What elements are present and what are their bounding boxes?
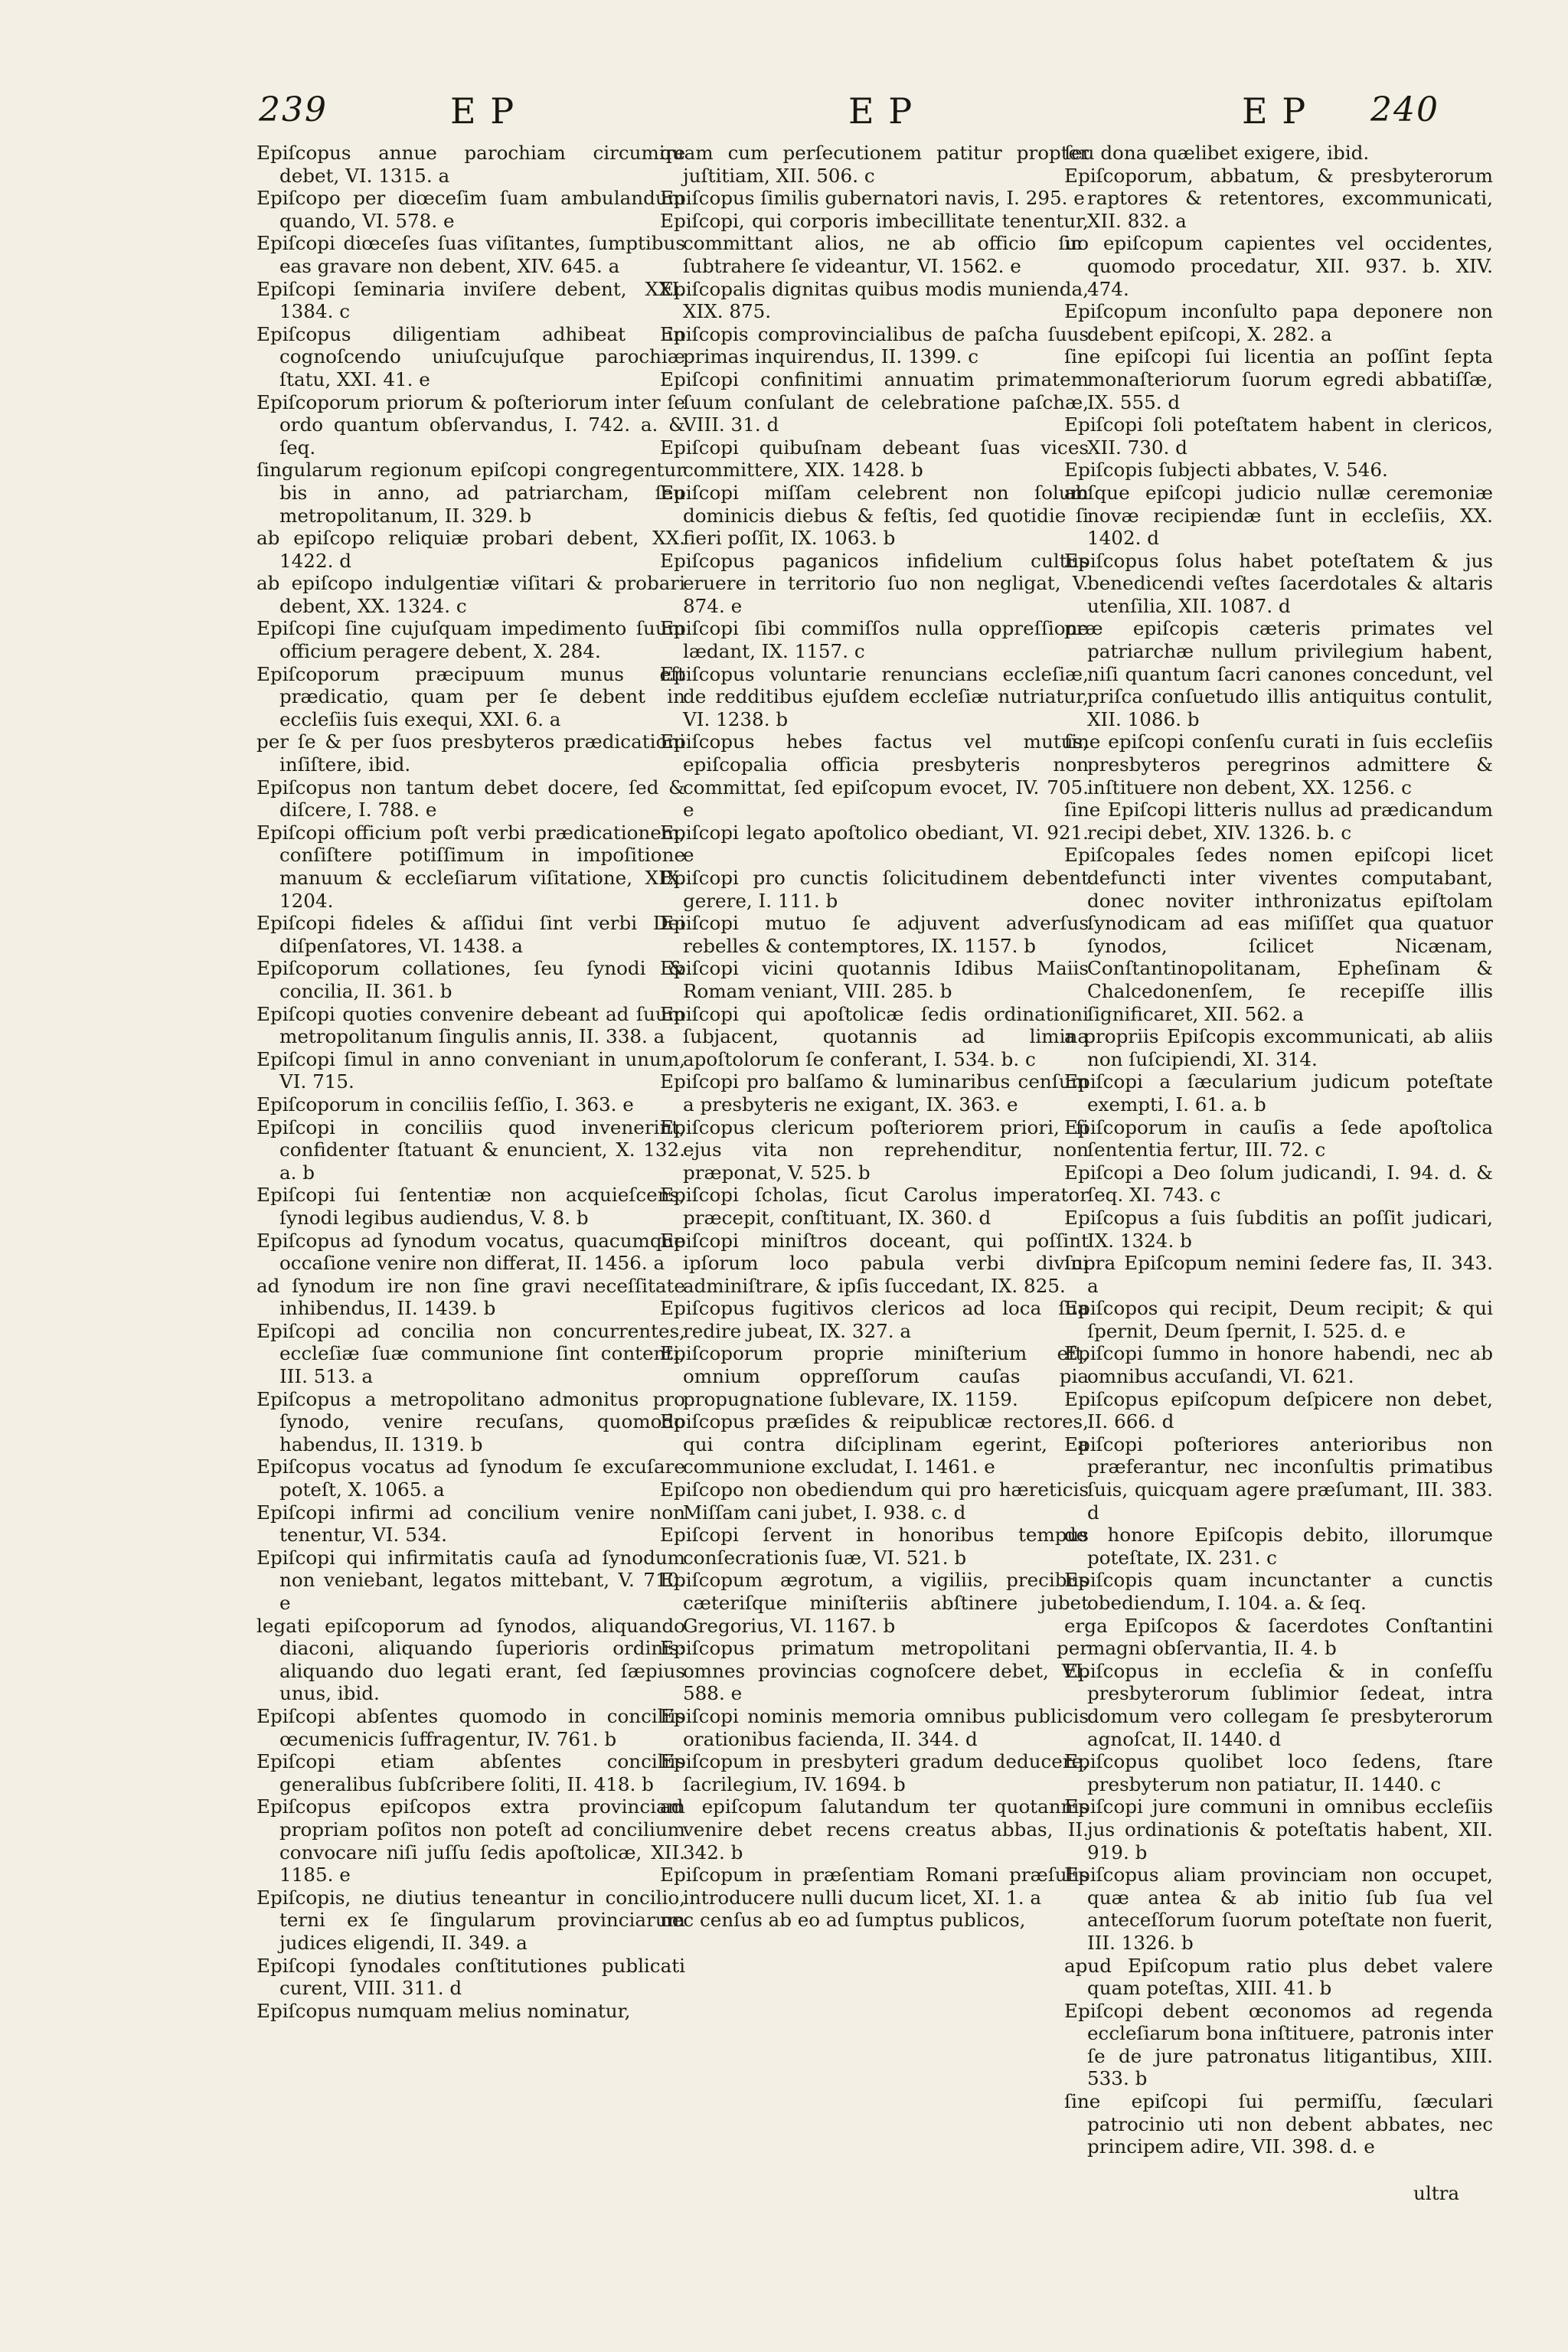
index-entry: Epiſcoporum priorum & poſteriorum inter ſe ordo quantum obſervandus, I. 742. a. & ſeq. <box>256 390 685 459</box>
index-entry: Epiſcopus præſides & reipublicæ rectores, qui contra diſciplinam egerint, a communione excludat, I. 1461. e <box>660 1410 1089 1478</box>
index-entry: Epiſcoporum præcipuum munus eſt prædicatio, quam per ſe debent in eccleſiis ſuis exequi, XXI. 6. a <box>256 662 685 730</box>
right-heading: E P <box>1242 90 1308 132</box>
index-entry: Epiſcopi ſimul in anno conveniant in unum, VI. 715. <box>256 1047 685 1093</box>
index-entry: Epiſcopi miſſam celebrent non ſolum dominicis diebus & feſtis, ſed quotidie ſi fieri poſſit, IX. 1063. b <box>660 481 1089 550</box>
index-entry: Epiſcopi ſibi commiſſos nulla oppreſſione lædant, IX. 1157. c <box>660 617 1089 663</box>
left-heading: E P <box>450 90 516 132</box>
index-entry: ſine epiſcopi ſui permiſſu, ſæculari patrocinio uti non debent abbates, nec principem adire, VII. 398. d. e <box>1064 2090 1493 2158</box>
index-entry: ſine epiſcopi ſui licentia an poſſint ſepta monaſteriorum ſuorum egredi abbatiſſæ, IX. 555. d <box>1064 345 1493 413</box>
index-entry: Epiſcopus primatum metropolitani per omnes provincias cognoſcere debet, VI. 588. e <box>660 1637 1089 1705</box>
index-entry: Epiſcopi fideles & aſſidui ſint verbi Dei diſpenſatores, VI. 1438. a <box>256 912 685 957</box>
index-entry: præ epiſcopis cæteris primates vel patriarchæ nullum privilegium habent, niſi quantum ſacri canones concedunt, vel priſca conſuetudo illis antiquitus contulit, XII. 1086. b <box>1064 617 1493 730</box>
index-entry: legati epiſcoporum ad ſynodos, aliquando diaconi, aliquando ſuperioris ordinis: aliquando duo legati erant, ſed ſæpius unus, ibid. <box>256 1614 685 1705</box>
index-entry: Epiſcopus fugitivos clericos ad loca ſua redire jubeat, IX. 327. a <box>660 1297 1089 1342</box>
index-entry: Epiſcopi miniſtros doceant, qui poſſint ipſorum loco pabula verbi divini adminiſtrare, & ipſis ſuccedant, IX. 825. <box>660 1229 1089 1297</box>
index-entry: Epiſcopi in conciliis quod invenerint, confidenter ſtatuant & enuncient, X. 132. a. b <box>256 1116 685 1184</box>
index-entry: Epiſcopus non tantum debet docere, ſed & diſcere, I. 788. e <box>256 776 685 822</box>
index-entry: Epiſcopus annue parochiam circumire debet, VI. 1315. a <box>256 142 685 187</box>
index-entry: Epiſcopi, qui corporis imbecillitate tenentur, committant alios, ne ab officio ſuo ſubtrahere ſe videantur, VI. 1562. e <box>660 209 1089 277</box>
index-column-left <box>256 142 685 2022</box>
index-entry: Epiſcoporum in conciliis ſeſſio, I. 363. e <box>256 1093 634 1116</box>
index-entry: Epiſcopi etiam abſentes conciliis generalibus ſubſcribere ſoliti, II. 418. b <box>256 1750 685 1795</box>
index-entry: Epiſcopi pro balſamo & luminaribus cenſum a presbyteris ne exigant, IX. 363. e <box>660 1070 1089 1116</box>
index-entry: ad epiſcopum ſalutandum ter quotannis venire debet recens creatus abbas, II. 342. b <box>660 1795 1089 1864</box>
index-entry: de honore Epiſcopis debito, illorumque poteſtate, IX. 231. c <box>1064 1524 1493 1569</box>
running-header <box>0 90 1568 136</box>
index-entry: Epiſcoporum proprie miniſterium eſt, omnium oppreſſorum cauſas pia propugnatione ſublevare, IX. 1159. <box>660 1342 1089 1410</box>
index-entry: Epiſcopus a ſuis ſubditis an poſſit judicari, IX. 1324. b <box>1064 1206 1493 1252</box>
index-entry: Epiſcopus numquam melius nominatur, <box>256 1999 631 2022</box>
index-entry: apud Epiſcopum ratio plus debet valere quam poteſtas, XIII. 41. b <box>1064 1954 1493 2000</box>
index-entry: Epiſcopis, ne diutius teneantur in concilio, terni ex ſe ſingularum provinciarum judices eligendi, II. 349. a <box>256 1886 685 1954</box>
index-entry: Epiſcopus voluntarie renuncians eccleſiæ, de redditibus ejuſdem eccleſiæ nutriatur, VI. 1238. b <box>660 662 1089 730</box>
index-entry: Epiſcopus in eccleſia & in conſeſſu presbyterorum ſublimior ſedeat, intra domum vero collegam ſe presbyterorum agnoſcat, II. 1440. d <box>1064 1659 1493 1750</box>
index-entry: Epiſcopi jure communi in omnibus eccleſiis jus ordinationis & poteſtatis habent, XII. 919. b <box>1064 1795 1493 1864</box>
index-entry: Epiſcopus ſimilis gubernatori navis, I. 295. e <box>660 187 1085 210</box>
index-entry: Epiſcoporum in cauſis a ſede apoſtolica ſententia fertur, III. 72. c <box>1064 1116 1493 1161</box>
index-entry: Epiſcopis ſubjecti abbates, V. 546. <box>1064 459 1388 482</box>
index-entry: Epiſcopi poſteriores anterioribus non præferantur, nec inconſultis primatibus ſuis, quicquam agere præſumant, III. 383. d <box>1064 1432 1493 1524</box>
index-entry: Epiſcopi debent œconomos ad regenda eccleſiarum bona inſtituere, patronis inter ſe de jure patronatus litigantibus, XIII. 533. b <box>1064 1999 1493 2090</box>
index-entry: Epiſcopi legato apoſtolico obediant, VI. 921. e <box>660 821 1089 867</box>
index-entry: Epiſcopis comprovincialibus de paſcha ſuus primas inquirendus, II. 1399. c <box>660 322 1089 368</box>
index-entry: Epiſcopus hebes factus vel mutus, epiſcopalia officia presbyteris non committat, ſed epiſcopum evocet, IV. 705. e <box>660 730 1089 822</box>
index-entry: Epiſcopum ægrotum, a vigiliis, precibus cæteriſque miniſteriis abſtinere jubet Gregorius, VI. 1167. b <box>660 1569 1089 1637</box>
index-entry: Epiſcoporum collationes, ſeu ſynodi & concilia, II. 361. b <box>256 957 685 1002</box>
index-entry: Epiſcopi diœceſes ſuas viſitantes, ſumptibus eas gravare non debent, XIV. 645. a <box>256 232 685 277</box>
index-entry: Epiſcopus quolibet loco ſedens, ſtare presbyterum non patiatur, II. 1440. c <box>1064 1750 1493 1795</box>
index-entry: Epiſcopi abſentes quomodo in conciliis œcumenicis ſuffragentur, IV. 761. b <box>256 1704 685 1750</box>
index-entry: Epiſcopus clericum poſteriorem priori, ſi ejus vita non reprehenditur, non præponat, V. 525. b <box>660 1116 1089 1184</box>
index-entry: Epiſcopus ſolus habet poteſtatem & jus benedicendi veſtes ſacerdotales & altaris utenſilia, XII. 1087. d <box>1064 549 1493 617</box>
center-heading: E P <box>848 90 914 132</box>
index-entry: ſupra Epiſcopum nemini ſedere fas, II. 343. a <box>1064 1252 1493 1297</box>
index-entry: Epiſcopum inconſulto papa deponere non debent epiſcopi, X. 282. a <box>1064 300 1493 345</box>
index-entry: Epiſcopus epiſcopos extra provinciam propriam poſitos non poteſt ad concilium convocare niſi juſſu ſedis apoſtolicæ, XII. 1185. e <box>256 1795 685 1886</box>
index-entry: Epiſcopo non obediendum qui pro hæreticis Miſſam cani jubet, I. 938. c. d <box>660 1478 1089 1524</box>
index-entry: quam cum perſecutionem patitur propter juſtitiam, XII. 506. c <box>660 142 1089 187</box>
index-entry: erga Epiſcopos & ſacerdotes Conſtantini magni obſervantia, II. 4. b <box>1064 1614 1493 1660</box>
index-entry: Epiſcopi mutuo ſe adjuvent adverſus rebelles & contemptores, IX. 1157. b <box>660 912 1089 957</box>
index-entry: Epiſcopi ſynodales conſtitutiones publicati curent, VIII. 311. d <box>256 1954 685 2000</box>
index-entry: Epiſcopi ad concilia non concurrentes, eccleſiæ ſuæ communione ſint contenti, III. 513. a <box>256 1319 685 1388</box>
index-entry: Epiſcopus epiſcopum deſpicere non debet, II. 666. d <box>1064 1387 1493 1433</box>
index-entry: ſine Epiſcopi litteris nullus ad prædicandum recipi debet, XIV. 1326. b. c <box>1064 799 1493 844</box>
index-entry: Epiſcopi ſervent in honoribus tempus conſecrationis ſuæ, VI. 521. b <box>660 1524 1089 1569</box>
index-entry: Epiſcopus aliam provinciam non occupet, quæ antea & ab initio ſub ſua vel anteceſſorum ſuorum poteſtate non fuerit, III. 1326. b <box>1064 1864 1493 1954</box>
index-column-center <box>660 142 1089 1932</box>
index-entry: ſeu dona quælibet exigere, ibid. <box>1064 142 1370 164</box>
index-entry: Epiſcopi vicini quotannis Idibus Maiis Romam veniant, VIII. 285. b <box>660 957 1089 1002</box>
index-entry: Epiſcopi ſui ſententiæ non acquieſcens, ſynodi legibus audiendus, V. 8. b <box>256 1184 685 1229</box>
index-entry: a propriis Epiſcopis excommunicati, ab aliis non ſuſcipiendi, XI. 314. <box>1064 1025 1493 1070</box>
index-column-right <box>1064 142 1493 2158</box>
index-entry: Epiſcopos qui recipit, Deum recipit; & qui ſpernit, Deum ſpernit, I. 525. d. e <box>1064 1297 1493 1342</box>
index-entry: ſingularum regionum epiſcopi congregentur bis in anno, ad patriarcham, ſeu metropolitanum, II. 329. b <box>256 459 685 527</box>
index-entry: Epiſcopi qui infirmitatis cauſa ad ſynodum non veniebant, legatos mittebant, V. 710. e <box>256 1546 685 1614</box>
index-entry: in epiſcopum capientes vel occidentes, quomodo procedatur, XII. 937. b. XIV. 474. <box>1064 232 1493 300</box>
index-entry: Epiſcopi quibuſnam debeant ſuas vices committere, XIX. 1428. b <box>660 436 1089 482</box>
index-entry: Epiſcopi quoties convenire debeant ad ſuum metropolitanum ſingulis annis, II. 338. a <box>256 1002 685 1048</box>
index-entry: Epiſcopi a Deo ſolum judicandi, I. 94. d. & ſeq. XI. 743. c <box>1064 1161 1493 1207</box>
index-entry: ad ſynodum ire non ſine gravi neceſſitate inhibendus, II. 1439. b <box>256 1274 685 1320</box>
index-entry: ab epiſcopo reliquiæ probari debent, XX. 1422. d <box>256 527 685 572</box>
index-entry: Epiſcopus ad ſynodum vocatus, quacumque occaſione venire non differat, II. 1456. a <box>256 1229 685 1275</box>
index-entry: Epiſcopalis dignitas quibus modis munienda, XIX. 875. <box>660 277 1089 323</box>
index-entry: Epiſcopi officium poſt verbi prædicationem, conſiſtere potiſſimum in impoſitione manuum & eccleſiarum viſitatione, XIX. 1204. <box>256 821 685 912</box>
right-page-number: 240 <box>1370 90 1439 129</box>
index-entry: Epiſcopi qui apoſtolicæ ſedis ordinationi ſubjacent, quotannis ad limina apoſtolorum ſe conferant, I. 534. b. c <box>660 1002 1089 1070</box>
index-entry: Epiſcopus vocatus ad ſynodum ſe excuſare poteſt, X. 1065. a <box>256 1455 685 1501</box>
index-entry: abſque epiſcopi judicio nullæ ceremoniæ novæ recipiendæ ſunt in eccleſiis, XX. 1402. d <box>1064 481 1493 550</box>
index-entry: Epiſcoporum, abbatum, & presbyterorum raptores & retentores, excommunicati, XII. 832. a <box>1064 164 1493 232</box>
index-entry: Epiſcopi ſoli poteſtatem habent in clericos, XII. 730. d <box>1064 413 1493 459</box>
index-entry: Epiſcopo per diœceſim ſuam ambulandum quando, VI. 578. e <box>256 187 685 232</box>
index-entry: Epiſcopi ſine cujuſquam impedimento ſuum officium peragere debent, X. 284. <box>256 617 685 663</box>
index-entry: Epiſcopi pro cunctis ſolicitudinem debent gerere, I. 111. b <box>660 867 1089 912</box>
index-entry: Epiſcopi nominis memoria omnibus publicis orationibus facienda, II. 344. d <box>660 1704 1089 1750</box>
left-page-number: 239 <box>259 90 328 129</box>
index-entry: per ſe & per ſuos presbyteros prædicationi inſiſtere, ibid. <box>256 730 685 776</box>
index-entry: ab epiſcopo indulgentiæ viſitari & probari debent, XX. 1324. c <box>256 572 685 617</box>
index-entry: Epiſcopi ſcholas, ſicut Carolus imperator præcepit, conſtituant, IX. 360. d <box>660 1184 1089 1229</box>
index-entry: Epiſcopi confinitimi annuatim primatem ſuum conſulant de celebratione paſchæ, VIII. 31. d <box>660 368 1089 436</box>
index-entry: Epiſcopus diligentiam adhibeat in cognoſcendo uniuſcujuſque parochiæ ſtatu, XXI. 41. e <box>256 322 685 390</box>
index-entry: Epiſcopum in præſentiam Romani præſulis introducere nulli ducum licet, XI. 1. a <box>660 1864 1089 1909</box>
index-entry: Epiſcopi infirmi ad concilium venire non tenentur, VI. 534. <box>256 1501 685 1547</box>
index-entry: Epiſcopi ſummo in honore habendi, nec ab omnibus accuſandi, VI. 621. <box>1064 1342 1493 1388</box>
index-entry: Epiſcopi ſeminaria inviſere debent, XXI. 1384. c <box>256 277 685 323</box>
index-entry: Epiſcopales ſedes nomen epiſcopi licet defuncti inter viventes computabant, donec noviter inthronizatus epiſtolam ſynodicam ad eas miſiſſet qua quatuor ſynodos, ſcilicet Nicænam, Conſtantinopolitanam, Epheſinam & Chalcedonenſem, ſe recepiſſe illis ſignificaret, XII. 562. a <box>1064 844 1493 1025</box>
index-entry: ſine epiſcopi conſenſu curati in ſuis eccleſiis presbyteros peregrinos admittere & inſtituere non debent, XX. 1256. c <box>1064 730 1493 799</box>
index-entry: Epiſcopus paganicos infidelium cultus eruere in territorio ſuo non negligat, V. 874. e <box>660 549 1089 617</box>
index-entry: nec cenſus ab eo ad ſumptus publicos, <box>660 1909 1026 1932</box>
index-entry: Epiſcopis quam incunctanter a cunctis obediendum, I. 104. a. & ſeq. <box>1064 1569 1493 1614</box>
index-entry: Epiſcopi a ſæcularium judicum poteſtate exempti, I. 61. a. b <box>1064 1070 1493 1116</box>
catchword: ultra <box>1413 2182 1460 2204</box>
index-entry: Epiſcopus a metropolitano admonitus pro ſynodo, venire recuſans, quomodo habendus, II. 1319. b <box>256 1387 685 1455</box>
index-entry: Epiſcopum in presbyteri gradum deducere, ſacrilegium, IV. 1694. b <box>660 1750 1089 1795</box>
